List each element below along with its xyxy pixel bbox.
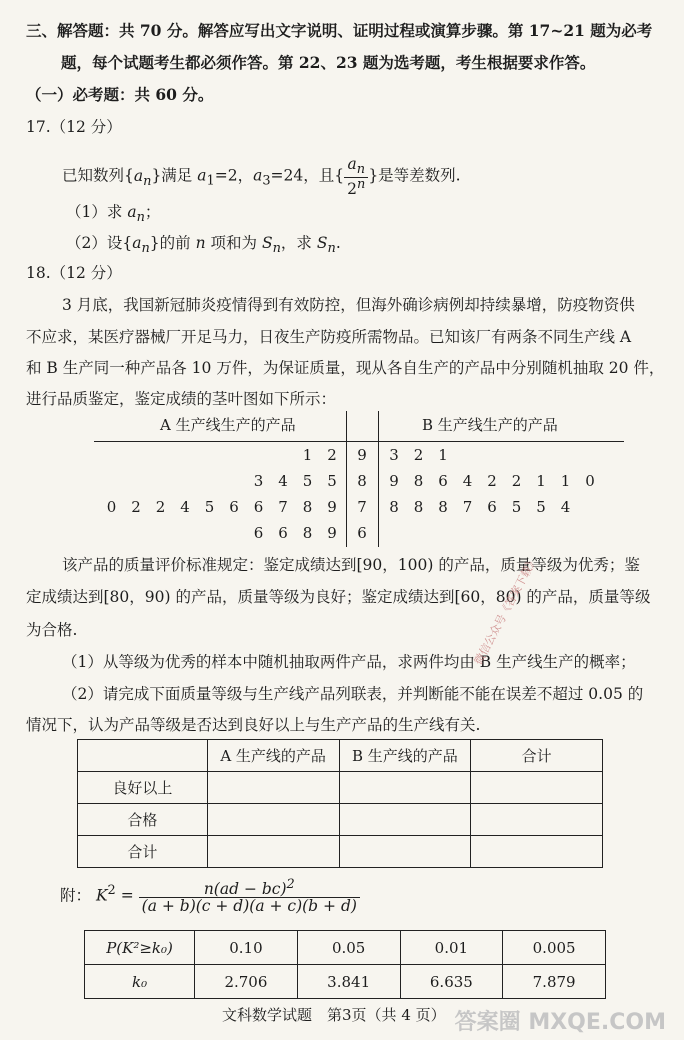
leaf-b: 5 — [511, 498, 522, 516]
q17-part2: （2）设$\{a_n\}$的前 n 项和为 $S_n$，求 $S_n$. — [66, 234, 341, 257]
stem-leaf-right-title: B 生产线生产的产品 — [422, 416, 558, 434]
leaf-a: 6 — [253, 498, 264, 516]
blank-cell — [207, 804, 339, 836]
table-header-cell — [78, 740, 208, 772]
leaf-b: 8 — [389, 498, 399, 516]
table-header-cell: A 生产线的产品 — [207, 740, 339, 772]
q18-part2-line: （2）请完成下面质量等级与生产线产品列联表，并判断能不能在误差不超过 0.05 的 — [62, 685, 644, 703]
stem-leaf-plot — [94, 411, 624, 547]
p-value-cell: 0.10 — [195, 931, 298, 965]
p-value-cell: 0.005 — [503, 931, 606, 965]
watermark-text: 微信公众号《答案下载》 — [471, 554, 541, 668]
table-header-cell: 合计 — [471, 740, 603, 772]
row-label: 良好以上 — [78, 772, 208, 804]
stem-value: 6 — [357, 524, 367, 542]
leaf-a: 6 — [253, 524, 264, 542]
blank-cell — [339, 836, 471, 868]
table-row — [78, 772, 603, 804]
leaf-b: 7 — [462, 498, 473, 516]
p-value-cell: 0.05 — [297, 931, 400, 965]
leaf-b: 0 — [585, 472, 595, 490]
leaf-a: 5 — [204, 498, 215, 516]
q18-part2-line: 情况下，认为产品等级是否达到良好以上与生产产品的生产线有关. — [26, 716, 481, 734]
stem-leaf-left-title: A 生产线生产的产品 — [160, 416, 296, 434]
standard-line: 定成绩达到[80，90) 的产品，质量等级为良好；鉴定成绩达到[60，80) 的产品，质量等级 — [26, 588, 651, 606]
q18-para-line: 和 B 生产同一种产品各 10 万件，为保证质量，现从各自生产的产品中分别随机抽取 20 件， — [26, 359, 665, 377]
leaf-b: 1 — [438, 446, 448, 464]
p-value-cell: 0.01 — [400, 931, 503, 965]
leaf-b: 3 — [389, 446, 399, 464]
stem-value: 9 — [357, 446, 367, 464]
formula: 附： $K^2$ = $\frac{n(ad - bc)^2}{(a + b)(c + d)(a + c)(b + d)}$ — [60, 878, 360, 915]
subsection-heading: （一）必考题：共 60 分。 — [26, 85, 214, 104]
leaf-b: 8 — [413, 472, 424, 490]
leaf-a: 2 — [155, 498, 166, 516]
leaf-a: 9 — [327, 524, 337, 542]
k-value-cell: 2.706 — [195, 965, 298, 999]
leaf-a: 2 — [131, 498, 141, 516]
k-value-cell: 3.841 — [297, 965, 400, 999]
standard-line: 该产品的质量评价标准规定：鉴定成绩达到[90，100) 的产品，质量等级为优秀；鉴 — [62, 556, 640, 574]
leaf-b: 5 — [536, 498, 546, 516]
stem-leaf-header-rule — [94, 441, 624, 442]
leaf-b: 4 — [462, 472, 473, 490]
leaf-b: 2 — [487, 472, 497, 490]
blank-cell — [207, 836, 339, 868]
critical-value-table — [84, 930, 606, 999]
q18-para-line: 3 月底，我国新冠肺炎疫情得到有效防控，但海外确诊病例却持续暴增，防疫物资供 — [62, 296, 635, 314]
leaf-a: 5 — [302, 472, 313, 490]
blank-cell — [471, 772, 603, 804]
blank-cell — [471, 836, 603, 868]
q17-part1: （1）求 $a_n$； — [66, 203, 161, 226]
table-row — [78, 804, 603, 836]
q17-number: 17.（12 分） — [26, 118, 122, 136]
leaf-a: 4 — [180, 498, 190, 516]
stem-value: 7 — [357, 498, 367, 516]
blank-cell — [339, 804, 471, 836]
leaf-b: 1 — [560, 472, 571, 490]
page-footer: 文科数学试题 第3页（共 4 页） — [222, 1006, 446, 1024]
section-heading-cont: 题，每个试题考生都必须作答。第 22、23 题为选考题，考生根据要求作答。 — [61, 53, 596, 72]
leaf-b: 9 — [389, 472, 399, 490]
q17-stem: 已知数列$\{a_n\}$满足 $a_1=2$，$a_3=24$，且{ $\frac{a_n}{2^n}$ }是等差数列. — [62, 155, 461, 198]
stem-value: 8 — [357, 472, 367, 490]
leaf-a: 3 — [253, 472, 264, 490]
blank-cell — [339, 772, 471, 804]
leaf-a: 0 — [106, 498, 117, 516]
leaf-a: 6 — [229, 498, 239, 516]
leaf-b: 1 — [536, 472, 546, 490]
leaf-b: 4 — [560, 498, 571, 516]
row-label: 合计 — [78, 836, 208, 868]
leaf-a: 6 — [278, 524, 288, 542]
table-row — [78, 836, 603, 868]
k-value-cell: 7.879 — [503, 965, 606, 999]
leaf-a: 7 — [278, 498, 288, 516]
q18-number: 18.（12 分） — [26, 264, 122, 282]
table-row — [78, 740, 603, 772]
leaf-b: 8 — [413, 498, 424, 516]
leaf-b: 8 — [438, 498, 448, 516]
leaf-b: 6 — [438, 472, 448, 490]
contingency-table — [77, 739, 603, 868]
blank-cell — [471, 804, 603, 836]
row-label: P(K²≥k₀) — [85, 931, 195, 965]
blank-cell — [207, 772, 339, 804]
standard-line: 为合格. — [26, 621, 78, 639]
leaf-a: 2 — [327, 446, 337, 464]
section-heading: 三、解答题：共 70 分。解答应写出文字说明、证明过程或演算步骤。第 17~21 题为必考 — [26, 21, 653, 40]
q18-part1: （1）从等级为优秀的样本中随机抽取两件产品，求两件均由 B 生产线生产的概率； — [62, 653, 636, 671]
leaf-a: 8 — [302, 498, 313, 516]
leaf-a: 9 — [327, 498, 337, 516]
leaf-b: 2 — [511, 472, 522, 490]
leaf-a: 8 — [302, 524, 313, 542]
k-value-cell: 6.635 — [400, 965, 503, 999]
table-header-cell: B 生产线的产品 — [339, 740, 471, 772]
leaf-b: 6 — [487, 498, 497, 516]
q18-para-line: 进行品质鉴定，鉴定成绩的茎叶图如下所示： — [26, 390, 337, 408]
row-label: 合格 — [78, 804, 208, 836]
stem-left-rule — [346, 411, 347, 547]
leaf-a: 4 — [278, 472, 288, 490]
leaf-b: 2 — [413, 446, 424, 464]
row-label: k₀ — [85, 965, 195, 999]
table-row — [85, 965, 606, 999]
site-logo: 答案圈 MXQE.COM — [454, 1010, 666, 1035]
leaf-a: 1 — [302, 446, 313, 464]
q18-para-line: 不应求，某医疗器械厂开足马力，日夜生产防疫所需物品。已知该厂有两条不同生产线 A — [26, 328, 632, 346]
table-row — [85, 931, 606, 965]
leaf-a: 5 — [327, 472, 337, 490]
stem-right-rule — [378, 411, 379, 547]
